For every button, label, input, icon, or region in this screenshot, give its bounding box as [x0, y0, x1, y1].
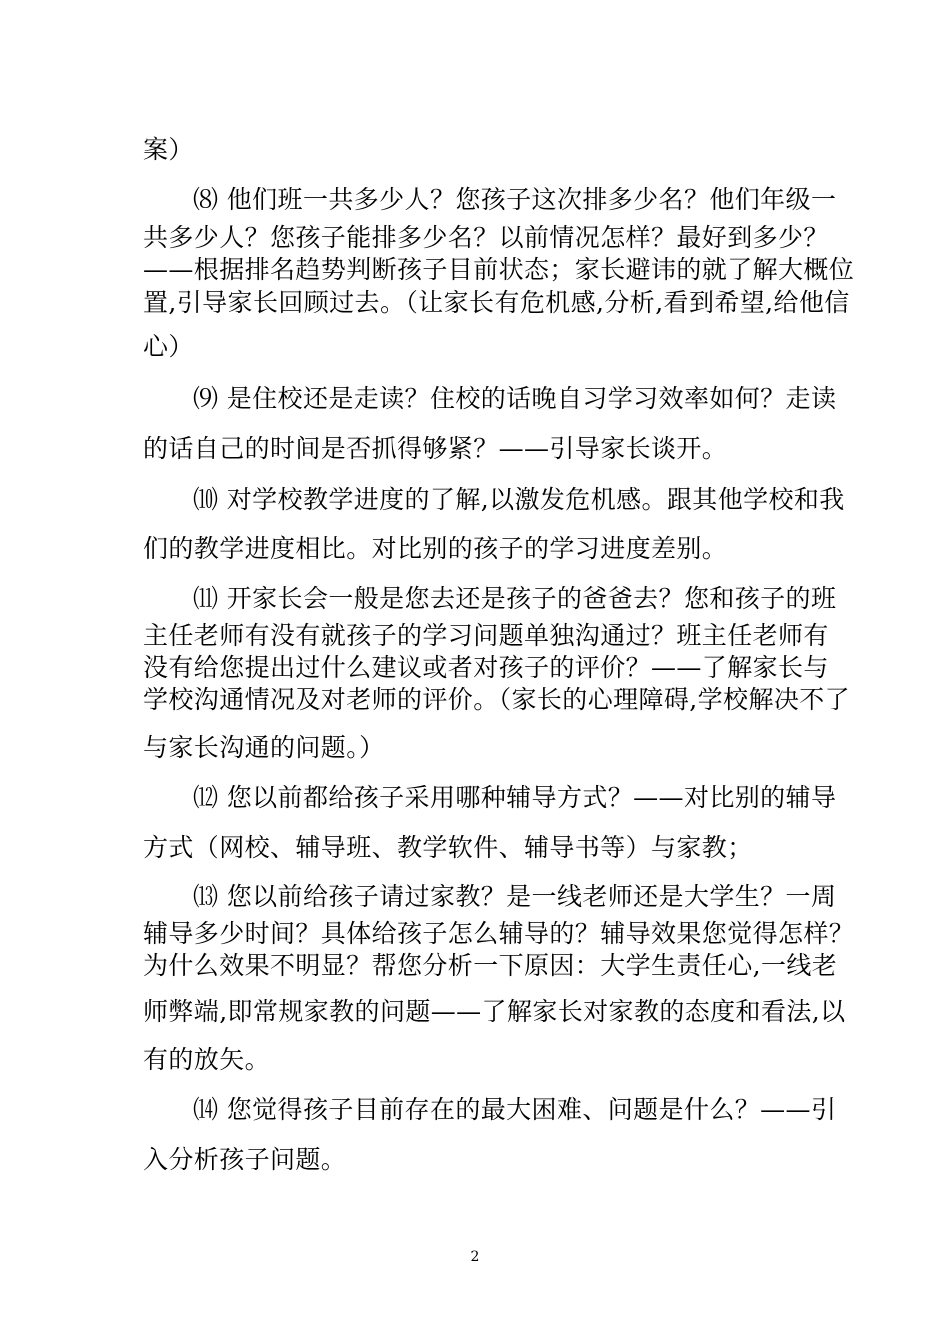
- item-8-line: ⑻ 他们班一共多少人？您孩子这次排多少名？他们年级一: [193, 185, 837, 214]
- text-line: 入分析孩子问题。: [143, 1145, 347, 1174]
- text-line: 的话自己的时间是否抓得够紧？——引导家长谈开。: [143, 434, 728, 463]
- text-line: 与家长沟通的问题。）: [143, 733, 385, 762]
- text-line: 共多少人？您孩子能排多少名？以前情况怎样？最好到多少？: [143, 223, 829, 252]
- item-14-line: ⒁ 您觉得孩子目前存在的最大困难、问题是什么？——引: [193, 1095, 837, 1124]
- text-line: 学校沟通情况及对老师的评价。（家长的心理障碍,学校解决不了: [143, 685, 851, 714]
- text-line: 置,引导家长回顾过去。（让家长有危机感,分析,看到希望,给他信: [143, 288, 850, 317]
- text-line: 师弊端,即常规家教的问题——了解家长对家教的态度和看法,以: [143, 997, 846, 1026]
- item-10-line: ⑽ 对学校教学进度的了解,以激发危机感。跟其他学校和我: [193, 485, 845, 514]
- item-9-line: ⑼ 是住校还是走读？住校的话晚自习学习效率如何？走读: [193, 384, 837, 413]
- text-line: 主任老师有没有就孩子的学习问题单独沟通过？班主任老师有: [143, 621, 829, 650]
- text-line: 方式（网校、辅导班、教学软件、辅导书等）与家教；: [143, 833, 753, 862]
- item-13-line: ⒀ 您以前给孩子请过家教？是一线老师还是大学生？一周: [193, 882, 837, 911]
- page-number: 2: [470, 1249, 480, 1265]
- text-line: 没有给您提出过什么建议或者对孩子的评价？——了解家长与: [143, 653, 829, 682]
- text-line: 们的教学进度相比。对比别的孩子的学习进度差别。: [143, 534, 728, 563]
- text-line: 为什么效果不明显？帮您分析一下原因：大学生责任心,一线老: [143, 951, 838, 980]
- text-line: 心）: [143, 332, 194, 361]
- text-line: 有的放矢。: [143, 1045, 271, 1074]
- text-line: ——根据排名趋势判断孩子目前状态；家长避讳的就了解大概位: [143, 255, 855, 284]
- item-11-line: ⑾ 开家长会一般是您去还是孩子的爸爸去？您和孩子的班: [193, 584, 837, 613]
- item-12-line: ⑿ 您以前都给孩子采用哪种辅导方式？——对比别的辅导: [193, 783, 837, 812]
- text-line: 辅导多少时间？具体给孩子怎么辅导的？辅导效果您觉得怎样？: [143, 919, 855, 948]
- text-line: 案）: [143, 135, 194, 164]
